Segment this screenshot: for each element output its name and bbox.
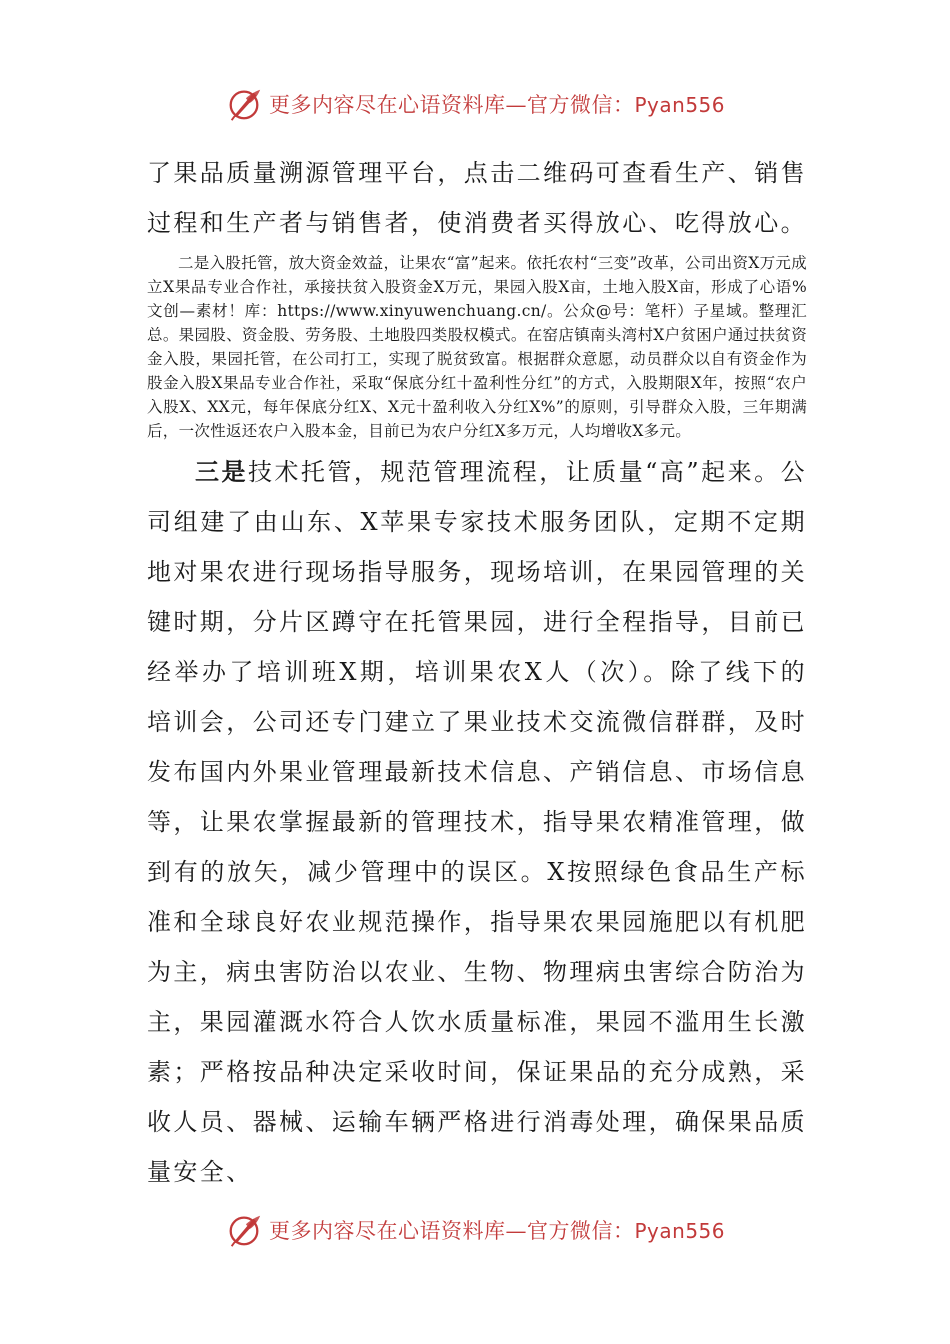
paragraph-3 [147, 447, 807, 1197]
footer-banner [0, 1210, 950, 1250]
header-wechat-handle: Pyan556 [634, 93, 725, 117]
document-body [147, 148, 807, 1197]
header-banner [0, 84, 950, 124]
paragraph-3-text: 技术托管，规范管理流程，让质量“高”起来。公司组建了由山东、X苹果专家技术服务团队，定期不定期地对果农进行现场指导服务，现场培训，在果园管理的关键时期，分片区蹲守在托管果园，进行全程指导，目前已经举办了培训班X期，培训果农X人（次）。除了线下的培训会，公司还专门建立了果业技术交流微信群群，及时发布国内外果业管理最新技术信息、产销信息、市场信息等，让果农掌握最新的管理技术，指导果农精准管理，做到有的放矢，减少管理中的误区。X按照绿色食品生产标准和全球良好农业规范操作，指导果农果园施肥以有机肥为主，病虫害防治以农业、生物、物理病虫害综合防治为主，果园灌溉水符合人饮水质量标准，果园不滥用生长激素；严格按品种决定采收时间，保证果品的充分成熟，采收人员、器械、运输车辆严格进行消毒处理，确保果品质量安全、 [147, 458, 807, 1186]
paragraph-3-lead: 三是 [195, 457, 248, 486]
footer-banner-text: 更多内容尽在心语资料库—官方微信：Pyan556 [268, 1219, 725, 1243]
paragraph-2: 二是入股托管，放大资金效益，让果农“富”起来。依托农村“三变”改革，公司出资X万元成立X果品专业合作社，承接扶贫入股资金X万元，果园入股X亩，土地入股X亩，形成了心语%文创—素材！库：https://www.xinyuwenchuang.cn/。公众@号：笔杆）子星域。整理汇总。果园股、资金股、劳务股、土地股四类股权模式。在窑店镇南头湾村X户贫困户通过扶贫资金入股，果园托管，在公司打工，实现了脱贫致富。根据群众意愿，动员群众以自有资金作为股金入股X果品专业合作社，采取“保底分红十盈利性分红”的方式，入股期限X年，按照“农户入股X、XX元，每年保底分红X、X元十盈利收入分红X%”的原则，引导群众入股，三年期满后，一次性返还农户入股本金，目前已为农户分红X多万元，人均增收X多元。 [147, 254, 807, 440]
quill-pen-logo-icon [225, 85, 263, 123]
quill-pen-logo-icon [225, 1211, 263, 1249]
header-banner-text: 更多内容尽在心语资料库—官方微信：Pyan556 [268, 93, 725, 117]
paragraph-1: 了果品质量溯源管理平台，点击二维码可查看生产、销售过程和生产者与销售者，使消费者买得放心、吃得放心。 [147, 159, 807, 237]
footer-wechat-handle: Pyan556 [634, 1219, 725, 1243]
